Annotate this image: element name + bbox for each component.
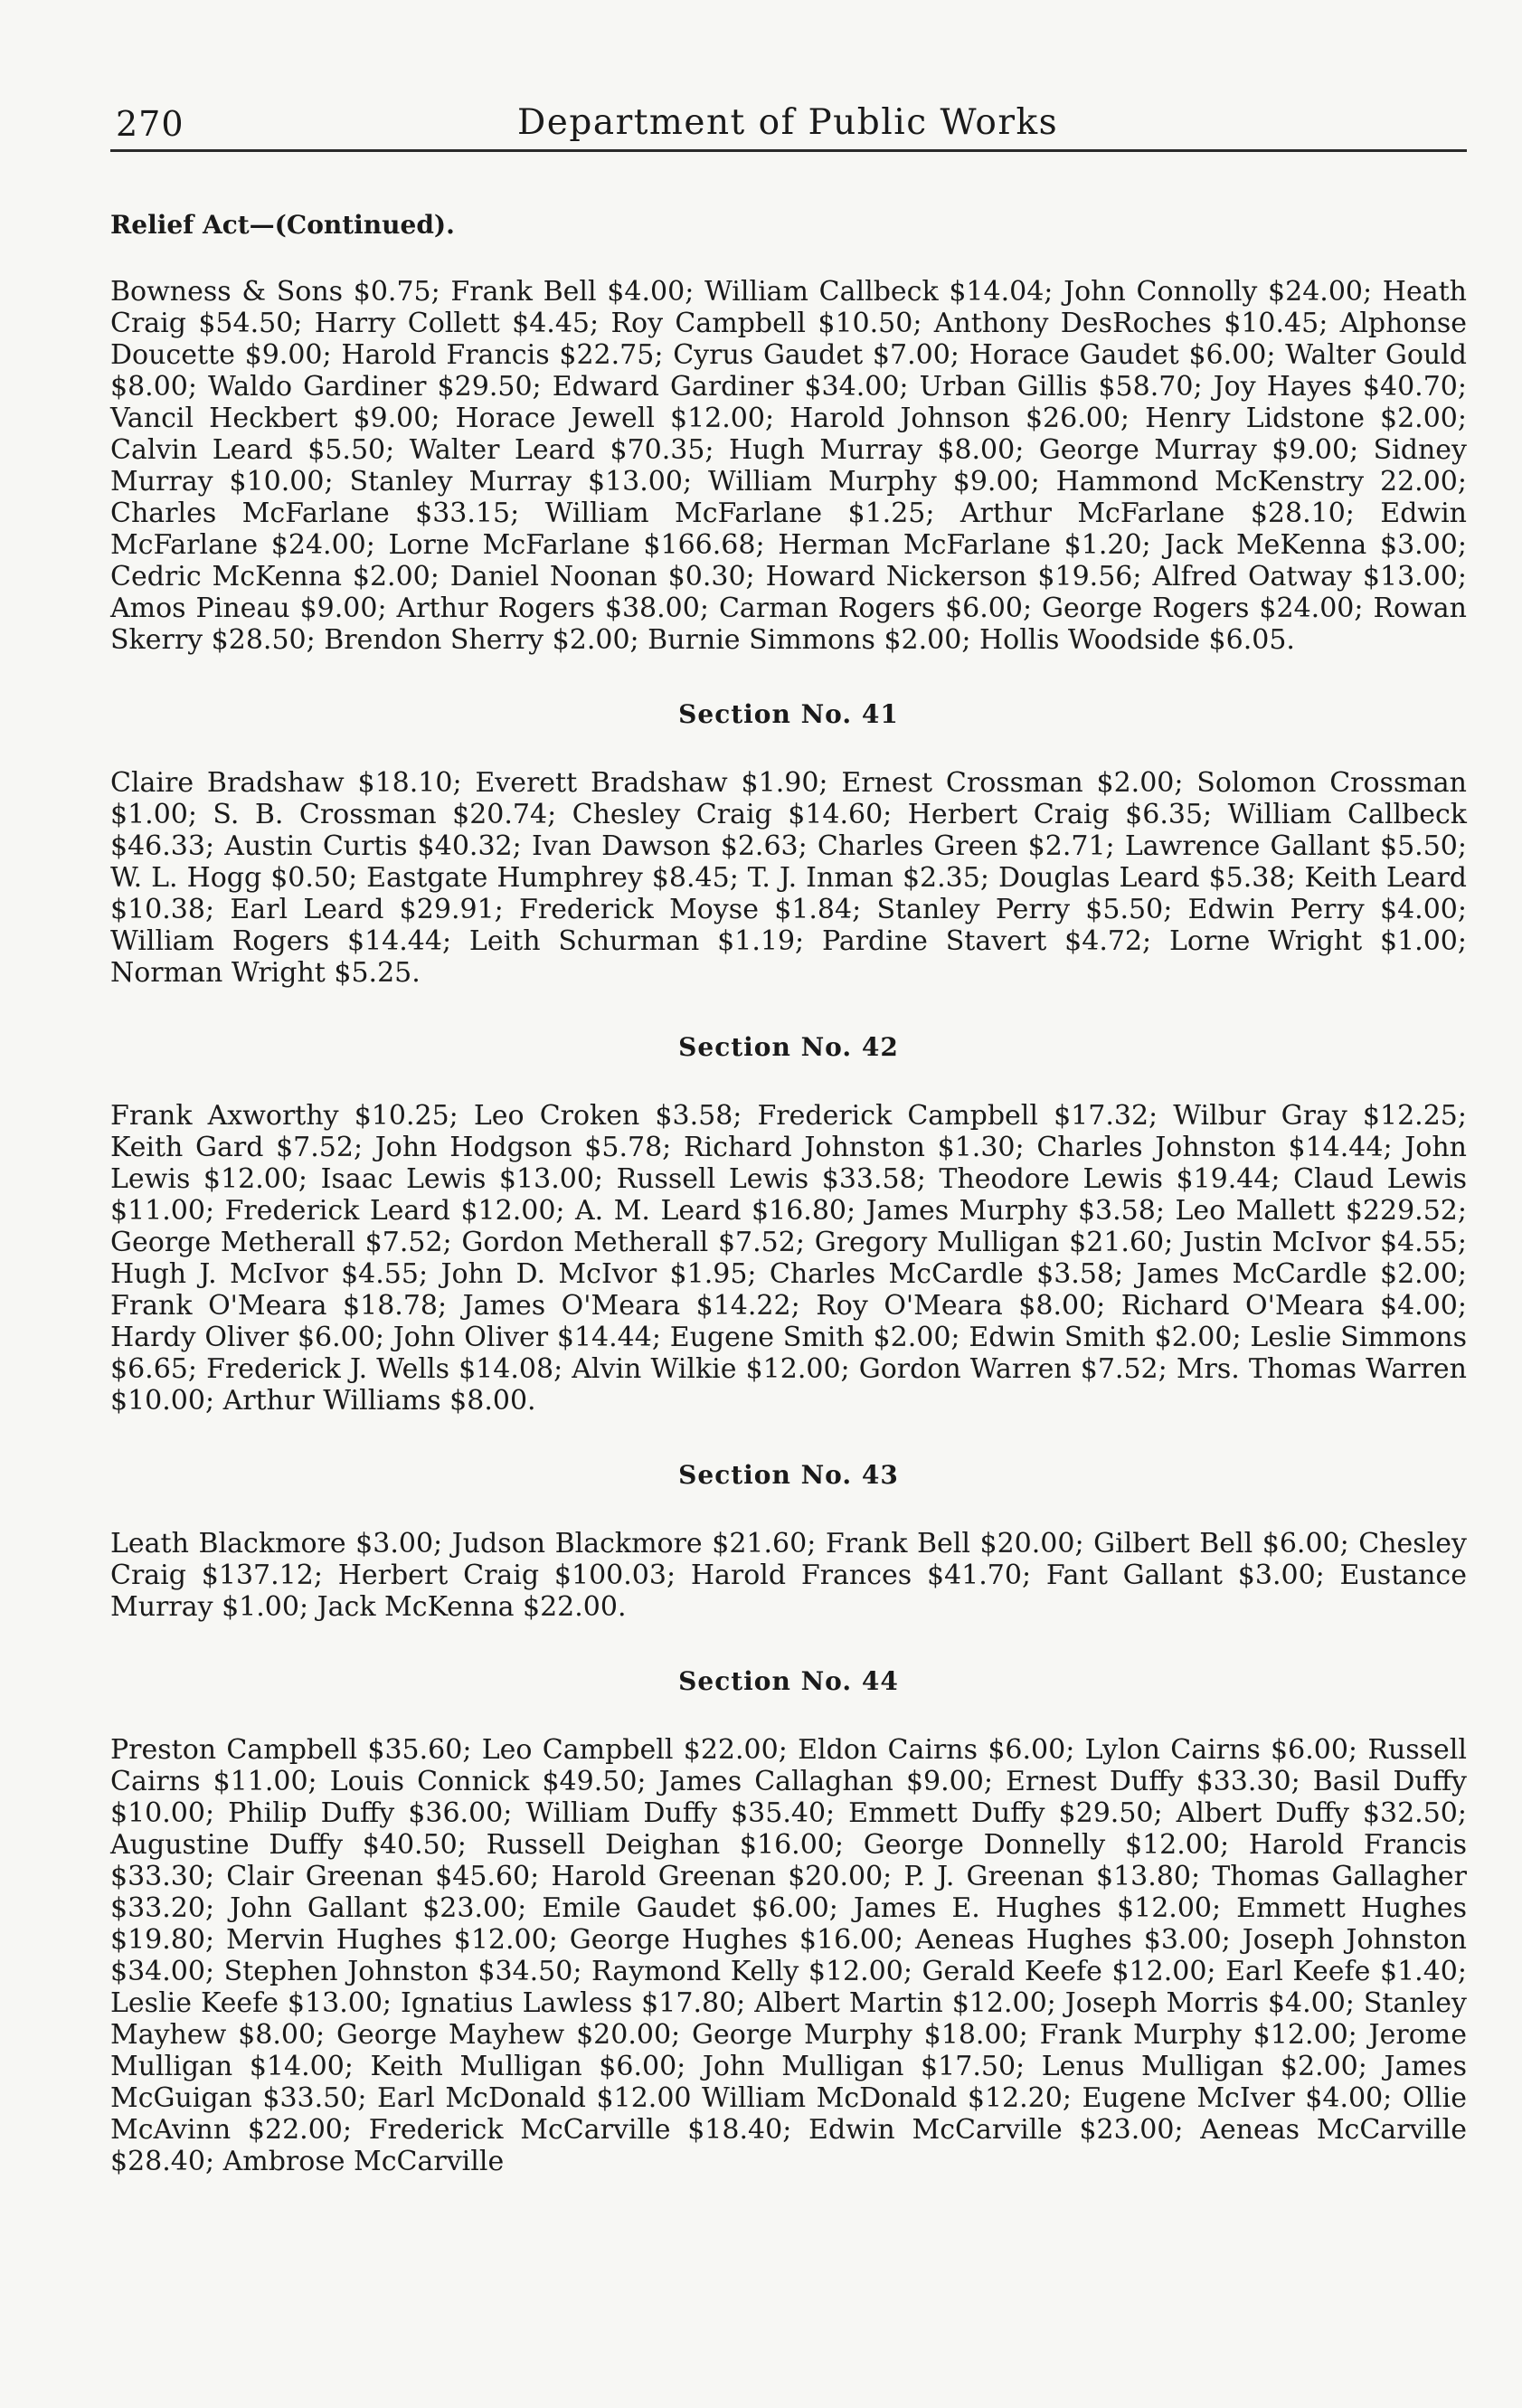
section-title-41: Section No. 41 [678, 699, 899, 729]
section-title-44: Section No. 44 [678, 1666, 899, 1696]
section-41-paragraph: Claire Bradshaw $18.10; Everett Bradshaw $1.90; Ernest Crossman $2.00; Solomon Crossman $1.00; S. B. Crossman $20.74; Chesley Craig $14.60; Herbert Craig $6.35; William Callbeck $46.33; Austin Curtis $40.32; Ivan Dawson $2.63; Charles Green $2.71; Lawrence Gallant $5.50; W. L. Hogg $0.50; Eastgate Humphrey $8.45; T. J. Inman $2.35; Douglas Leard $5.38; Keith Leard $10.38; Earl Leard $29.91; Frederick Moyse $1.84; Stanley Perry $5.50; Edwin Perry $4.00; William Rogers $14.44; Leith Schurman $1.19; Pardine Stavert $4.72; Lorne Wright $1.00; Norman Wright $5.25. [110, 767, 1467, 989]
section-43-paragraph: Leath Blackmore $3.00; Judson Blackmore $21.60; Frank Bell $20.00; Gilbert Bell $6.00; Chesley Craig $137.12; Herbert Craig $100.03; Harold Frances $41.70; Fant Gallant $3.00; Eustance Murray $1.00; Jack McKenna $22.00. [110, 1528, 1467, 1623]
section-44-paragraph: Preston Campbell $35.60; Leo Campbell $22.00; Eldon Cairns $6.00; Lylon Cairns $6.00; Russell Cairns $11.00; Louis Connick $49.50; James Callaghan $9.00; Ernest Duffy $33.30; Basil Duffy $10.00; Philip Duffy $36.00; William Duffy $35.40; Emmett Duffy $29.50; Albert Duffy $32.50; Augustine Duffy $40.50; Russell Deighan $16.00; George Donnelly $12.00; Harold Francis $33.30; Clair Greenan $45.60; Harold Greenan $20.00; P. J. Greenan $13.80; Thomas Gallagher $33.20; John Gallant $23.00; Emile Gaudet $6.00; James E. Hughes $12.00; Emmett Hughes $19.80; Mervin Hughes $12.00; George Hughes $16.00; Aeneas Hughes $3.00; Joseph Johnston $34.00; Stephen Johnston $34.50; Raymond Kelly $12.00; Gerald Keefe $12.00; Earl Keefe $1.40; Leslie Keefe $13.00; Ignatius Lawless $17.80; Albert Martin $12.00; Joseph Morris $4.00; Stanley Mayhew $8.00; George Mayhew $20.00; George Murphy $18.00; Frank Murphy $12.00; Jerome Mulligan $14.00; Keith Mulligan $6.00; John Mulligan $17.50; Lenus Mulligan $2.00; James McGuigan $33.50; Earl McDonald $12.00 William McDonald $12.20; Eugene McIver $4.00; Ollie McAvinn $22.00; Frederick McCarville $18.40; Edwin McCarville $23.00; Aeneas McCarville $28.40; Ambrose McCarville [110, 1734, 1467, 2177]
intro-paragraph: Bowness & Sons $0.75; Frank Bell $4.00; William Callbeck $14.04; John Connolly $24.00; Heath Craig $54.50; Harry Collett $4.45; Roy Campbell $10.50; Anthony DesRoches $10.45; Alphonse Doucette $9.00; Harold Francis $22.75; Cyrus Gaudet $7.00; Horace Gaudet $6.00; Walter Gould $8.00; Waldo Gardiner $29.50; Edward Gardiner $34.00; Urban Gillis $58.70; Joy Hayes $40.70; Vancil Heckbert $9.00; Horace Jewell $12.00; Harold Johnson $26.00; Henry Lidstone $2.00; Calvin Leard $5.50; Walter Leard $70.35; Hugh Murray $8.00; George Murray $9.00; Sidney Murray $10.00; Stanley Murray $13.00; William Murphy $9.00; Hammond McKenstry 22.00; Charles McFarlane $33.15; William McFarlane $1.25; Arthur McFarlane $28.10; Edwin McFarlane $24.00; Lorne McFarlane $166.68; Herman McFarlane $1.20; Jack MeKenna $3.00; Cedric McKenna $2.00; Daniel Noonan $0.30; Howard Nickerson $19.56; Alfred Oatway $13.00; Amos Pineau $9.00; Arthur Rogers $38.00; Carman Rogers $6.00; George Rogers $24.00; Rowan Skerry $28.50; Brendon Sherry $2.00; Burnie Simmons $2.00; Hollis Woodside $6.05. [110, 276, 1467, 656]
document-page [110, 95, 1467, 2177]
section-title-42: Section No. 42 [678, 1032, 899, 1062]
section-42-paragraph: Frank Axworthy $10.25; Leo Croken $3.58; Frederick Campbell $17.32; Wilbur Gray $12.25; Keith Gard $7.52; John Hodgson $5.78; Richard Johnston $1.30; Charles Johnston $14.44; John Lewis $12.00; Isaac Lewis $13.00; Russell Lewis $33.58; Theodore Lewis $19.44; Claud Lewis $11.00; Frederick Leard $12.00; A. M. Leard $16.80; James Murphy $3.58; Leo Mallett $229.52; George Metherall $7.52; Gordon Metherall $7.52; Gregory Mulligan $21.60; Justin McIvor $4.55; Hugh J. McIvor $4.55; John D. McIvor $1.95; Charles McCardle $3.58; James McCardle $2.00; Frank O'Meara $18.78; James O'Meara $14.22; Roy O'Meara $8.00; Richard O'Meara $4.00; Hardy Oliver $6.00; John Oliver $14.44; Eugene Smith $2.00; Edwin Smith $2.00; Leslie Simmons $6.65; Frederick J. Wells $14.08; Alvin Wilkie $12.00; Gordon Warren $7.52; Mrs. Thomas Warren $10.00; Arthur Williams $8.00. [110, 1100, 1467, 1417]
continued-heading: Relief Act—(Continued). [110, 210, 455, 240]
page-number: 270 [116, 104, 184, 144]
running-title: Department of Public Works [517, 102, 1059, 143]
page-header [110, 95, 1467, 152]
section-title-43: Section No. 43 [678, 1460, 899, 1490]
